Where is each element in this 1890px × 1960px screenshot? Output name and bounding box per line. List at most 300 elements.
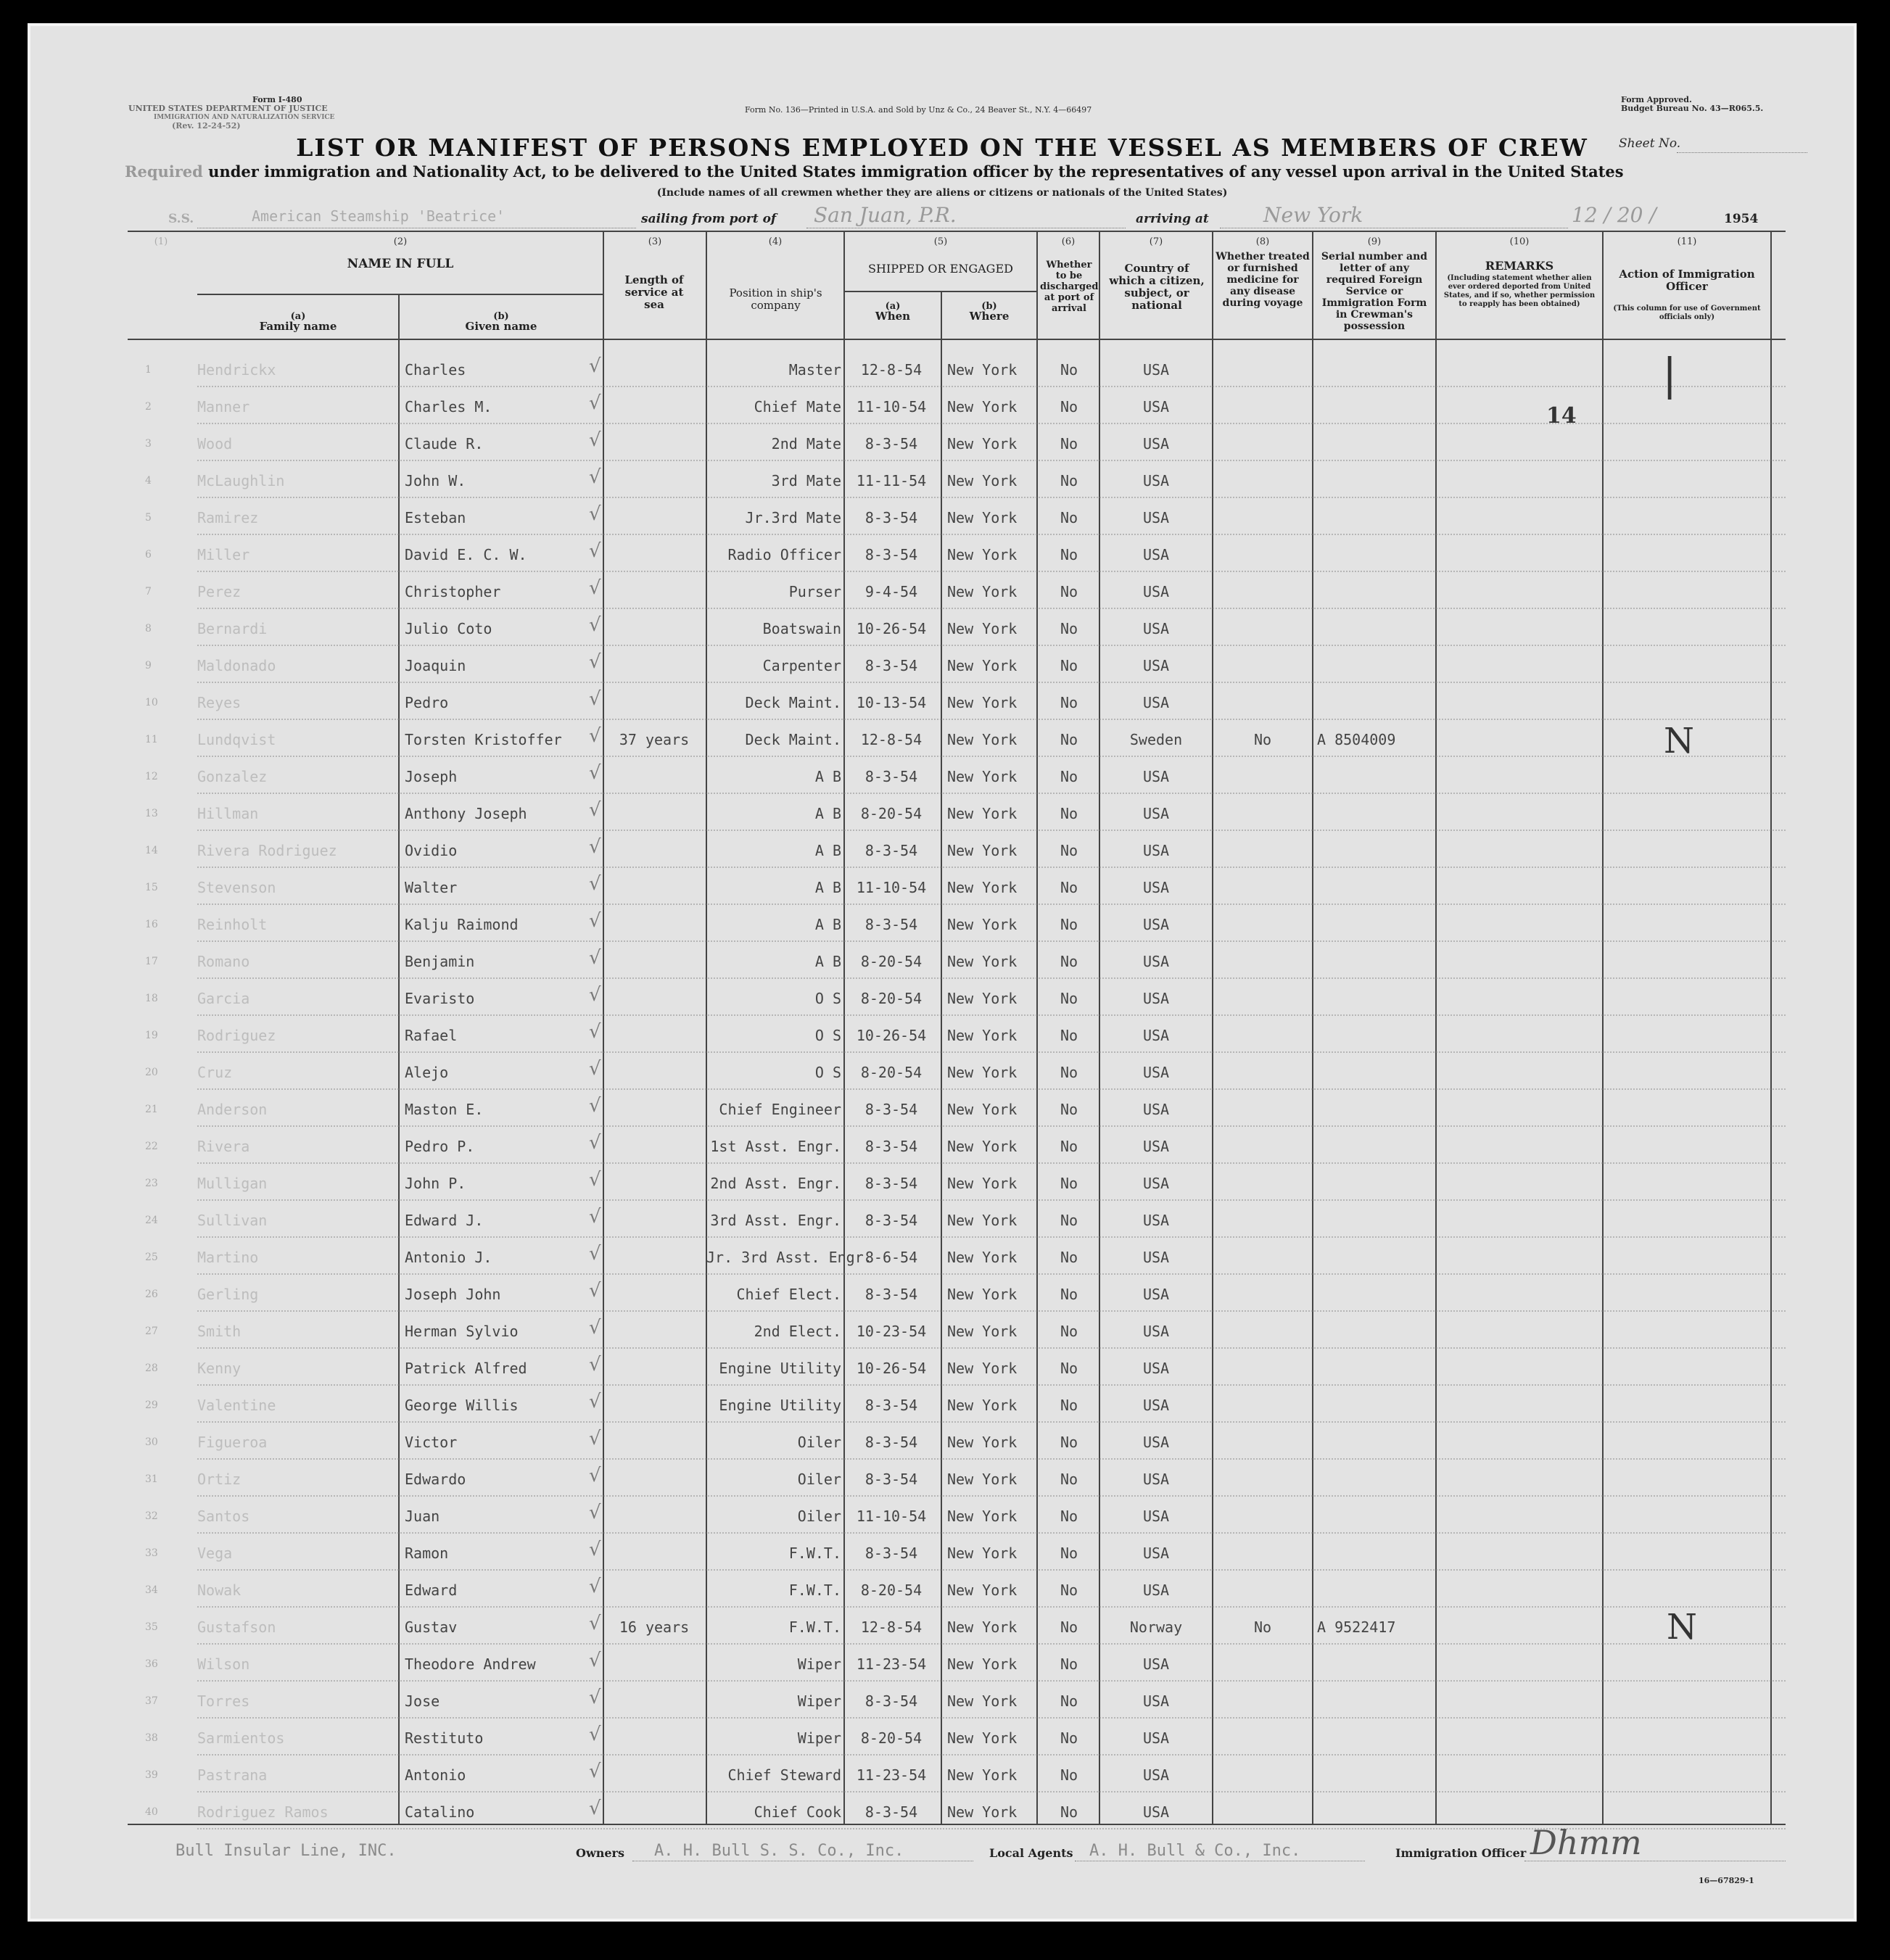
col-num-5: (5): [933, 236, 948, 247]
agents-label: Local Agents: [989, 1846, 1073, 1860]
officer-signature: Dhmm: [1530, 1823, 1642, 1862]
position: Oiler: [797, 1434, 841, 1451]
family-name: Maldonado: [197, 657, 276, 674]
col-family-name: Family name: [259, 320, 337, 333]
given-name: Gustav: [405, 1618, 458, 1636]
col-num-10: (10): [1509, 236, 1530, 247]
shipped-where: New York: [947, 1618, 1018, 1636]
row-number: 1: [145, 364, 152, 376]
given-name: Edwardo: [405, 1471, 466, 1488]
family-name: Rivera Rodriguez: [197, 842, 337, 859]
service: IMMIGRATION AND NATURALIZATION SERVICE: [154, 114, 335, 121]
discharged: No: [1060, 1803, 1078, 1821]
table-row: [30, 1499, 1860, 1536]
shipped-where: New York: [947, 1766, 1018, 1784]
country: USA: [1142, 620, 1170, 637]
position: Deck Maint.: [745, 731, 841, 748]
country: USA: [1142, 1101, 1170, 1118]
country: USA: [1142, 657, 1170, 674]
table-row: [30, 611, 1860, 648]
shipped-where: New York: [947, 1286, 1018, 1303]
family-name: Smith: [197, 1323, 242, 1340]
check-mark-icon: √: [589, 466, 601, 488]
table-row: [30, 1277, 1860, 1314]
discharged: No: [1060, 805, 1078, 822]
given-name: Patrick Alfred: [405, 1360, 527, 1377]
shipped-when: 10-23-54: [856, 1323, 927, 1340]
col-num-9: (9): [1367, 236, 1382, 247]
table-row: [30, 1092, 1860, 1129]
family-name: Ramirez: [197, 509, 259, 526]
shipped-where: New York: [947, 472, 1018, 489]
given-name: Ovidio: [405, 842, 458, 859]
row-number: 7: [145, 586, 152, 597]
family-name: Bernardi: [197, 620, 268, 637]
position: A B: [814, 916, 841, 933]
shipped-when: 11-23-54: [856, 1766, 927, 1784]
check-mark-icon: √: [589, 429, 601, 451]
discharged: No: [1060, 435, 1078, 452]
row-number: 2: [145, 401, 152, 413]
family-name: Hillman: [197, 805, 259, 822]
table-row: [30, 1647, 1860, 1684]
position: Oiler: [797, 1471, 841, 1488]
row-number: 27: [145, 1326, 158, 1337]
table-row: [30, 500, 1860, 537]
position: Engine Utility: [719, 1360, 841, 1377]
remarks-mark: 14: [1546, 403, 1577, 429]
given-name: Juan: [405, 1508, 440, 1525]
table-row: [30, 1610, 1860, 1647]
col-num-7: (7): [1149, 236, 1163, 247]
position: Chief Cook: [754, 1803, 841, 1821]
country: USA: [1142, 1286, 1170, 1303]
col-remarks: REMARKS: [1485, 259, 1554, 273]
given-name: Evaristo: [405, 990, 475, 1007]
shipped-where: New York: [947, 1212, 1018, 1229]
country: USA: [1142, 1545, 1170, 1562]
given-name: Pedro: [405, 694, 449, 711]
position: Wiper: [797, 1655, 841, 1673]
country: USA: [1142, 1729, 1170, 1747]
country: USA: [1142, 1508, 1170, 1525]
discharged: No: [1060, 1434, 1078, 1451]
table-row: [30, 1166, 1860, 1203]
printer-note: Form No. 136—Printed in U.S.A. and Sold by Unz & Co., 24 Beaver St., N.Y. 4—66497: [745, 105, 1092, 115]
company-name: Bull Insular Line, INC.: [176, 1842, 397, 1860]
given-name: Jose: [405, 1692, 440, 1710]
shipped-when: 8-3-54: [864, 916, 918, 933]
shipped-when: 8-3-54: [864, 1692, 918, 1710]
shipped-where: New York: [947, 731, 1018, 748]
shipped-where: New York: [947, 990, 1018, 1007]
check-mark-icon: √: [589, 873, 601, 895]
shipped-where: New York: [947, 1101, 1018, 1118]
discharged: No: [1060, 1175, 1078, 1192]
family-name: Lundqvist: [197, 731, 276, 748]
row-number: 13: [145, 808, 158, 819]
family-name: Miller: [197, 546, 250, 563]
col-discharged: Whether to be discharged at port of arrival: [1040, 260, 1099, 314]
col-action-note: (This column for use of Government officials only): [1613, 305, 1761, 321]
family-name: Sullivan: [197, 1212, 268, 1229]
position: A B: [814, 805, 841, 822]
col-remarks-note: (Including statement whether alien ever ordered deported from United States, and if so, whether permission to reapply has been obtained): [1443, 274, 1596, 308]
discharged: No: [1060, 657, 1078, 674]
col-num-11: (11): [1677, 236, 1697, 247]
form-code: 16—67829-1: [1699, 1876, 1754, 1885]
check-mark-icon: √: [589, 762, 601, 784]
country: USA: [1142, 1249, 1170, 1266]
discharged: No: [1060, 1545, 1078, 1562]
country: USA: [1142, 1212, 1170, 1229]
col-num-1: (1): [154, 236, 168, 247]
shipped-when: 8-3-54: [864, 435, 918, 452]
include-note: (Include names of all crewmen whether they are aliens or citizens or nationals of the United States): [656, 187, 1228, 199]
shipped-when: 8-3-54: [864, 1434, 918, 1451]
check-mark-icon: √: [589, 503, 601, 525]
arriving-port: New York: [1263, 203, 1363, 227]
discharged: No: [1060, 768, 1078, 785]
discharged: No: [1060, 398, 1078, 415]
given-name: Pedro P.: [405, 1138, 475, 1155]
table-row: [30, 833, 1860, 870]
family-name: Santos: [197, 1508, 250, 1525]
position: A B: [814, 842, 841, 859]
check-mark-icon: √: [589, 651, 601, 673]
discharged: No: [1060, 731, 1078, 748]
shipped-when: 10-13-54: [856, 694, 927, 711]
check-mark-icon: √: [589, 392, 601, 414]
shipped-when: 8-3-54: [864, 842, 918, 859]
shipped-where: New York: [947, 1471, 1018, 1488]
position: Chief Elect.: [736, 1286, 841, 1303]
form-approved: Form Approved.: [1621, 95, 1692, 104]
row-number: 6: [145, 549, 152, 561]
row-number: 8: [145, 623, 152, 634]
shipped-where: New York: [947, 1360, 1018, 1377]
family-name: Gustafson: [197, 1618, 276, 1636]
shipped-when: 10-26-54: [856, 1360, 927, 1377]
country: USA: [1142, 509, 1170, 526]
family-name: Mulligan: [197, 1175, 268, 1192]
shipped-when: 10-26-54: [856, 1027, 927, 1044]
discharged: No: [1060, 694, 1078, 711]
discharged: No: [1060, 509, 1078, 526]
family-name: Rodriguez Ramos: [197, 1803, 329, 1821]
col-shipped: SHIPPED OR ENGAGED: [868, 262, 1013, 276]
position: 2nd Asst. Engr.: [710, 1175, 841, 1192]
position: Master: [788, 361, 841, 379]
table-row: [30, 722, 1860, 759]
col-given-name: Given name: [465, 320, 537, 333]
shipped-where: New York: [947, 953, 1018, 970]
check-mark-icon: √: [589, 1354, 601, 1376]
position: F.W.T.: [788, 1545, 841, 1562]
shipped-when: 8-3-54: [864, 509, 918, 526]
country: USA: [1142, 1803, 1170, 1821]
check-mark-icon: √: [589, 1724, 601, 1745]
shipped-where: New York: [947, 1655, 1018, 1673]
check-mark-icon: √: [589, 1502, 601, 1523]
length-of-service: 37 years: [619, 731, 690, 748]
given-name: Joaquin: [405, 657, 466, 674]
form-label: Form I-480: [252, 95, 302, 104]
shipped-where: New York: [947, 657, 1018, 674]
family-name: Gerling: [197, 1286, 259, 1303]
given-name: Joseph John: [405, 1286, 501, 1303]
owners: A. H. Bull S. S. Co., Inc.: [654, 1842, 904, 1860]
discharged: No: [1060, 361, 1078, 379]
serial-number: A 8504009: [1317, 731, 1396, 748]
check-mark-icon: √: [589, 1058, 601, 1080]
position: Deck Maint.: [745, 694, 841, 711]
given-name: Charles: [405, 361, 466, 379]
shipped-where: New York: [947, 398, 1018, 415]
country: USA: [1142, 879, 1170, 896]
family-name: Gonzalez: [197, 768, 268, 785]
check-mark-icon: √: [589, 688, 601, 710]
row-number: 19: [145, 1030, 158, 1041]
table-row: [30, 1351, 1860, 1388]
revision: (Rev. 12-24-52): [172, 121, 241, 131]
shipped-when: 11-10-54: [856, 398, 927, 415]
sheet-label: Sheet No.: [1619, 136, 1681, 151]
row-number: 17: [145, 956, 158, 967]
row-number: 23: [145, 1178, 158, 1189]
check-mark-icon: √: [589, 1243, 601, 1265]
shipped-when: 12-8-54: [860, 731, 923, 748]
table-row: [30, 426, 1860, 463]
col-serial: Serial number and letter of any required Foreign Service or Immigration Form in Crewman's possession: [1321, 251, 1428, 332]
col-medicine: Whether treated or furnished medicine for any disease during voyage: [1216, 251, 1310, 309]
position: 3rd Asst. Engr.: [710, 1212, 841, 1229]
shipped-where: New York: [947, 1508, 1018, 1525]
action-mark-2: N: [1664, 721, 1694, 761]
arrival-date: 12 / 20 /: [1572, 203, 1656, 227]
discharged: No: [1060, 1766, 1078, 1784]
required-body: under immigration and Nationality Act, to be delivered to the United States immigration officer by the representatives of any vessel upon arrival in the United States: [202, 162, 1624, 181]
check-mark-icon: √: [589, 1539, 601, 1560]
row-number: 16: [145, 919, 158, 930]
family-name: Reyes: [197, 694, 242, 711]
shipped-where: New York: [947, 1397, 1018, 1414]
given-name: Edward: [405, 1581, 458, 1599]
row-number: 36: [145, 1658, 158, 1670]
shipped-where: New York: [947, 1064, 1018, 1081]
check-mark-icon: √: [589, 1576, 601, 1597]
position: Chief Engineer: [719, 1101, 841, 1118]
col-family-a: (a): [290, 311, 306, 322]
check-mark-icon: √: [589, 1132, 601, 1154]
country: USA: [1142, 1766, 1170, 1784]
check-mark-icon: √: [589, 1650, 601, 1671]
shipped-when: 8-3-54: [864, 1101, 918, 1118]
col-num-3: (3): [648, 236, 662, 247]
shipped-where: New York: [947, 1803, 1018, 1821]
country: Norway: [1129, 1618, 1183, 1636]
discharged: No: [1060, 620, 1078, 637]
check-mark-icon: √: [589, 577, 601, 599]
given-name: Antonio: [405, 1766, 466, 1784]
discharged: No: [1060, 1064, 1078, 1081]
col-country: Country of which a citizen, subject, or national: [1109, 262, 1205, 312]
row-number: 28: [145, 1363, 158, 1374]
row-number: 15: [145, 882, 158, 893]
row-number: 37: [145, 1695, 158, 1707]
shipped-where: New York: [947, 842, 1018, 859]
given-name: Restituto: [405, 1729, 484, 1747]
discharged: No: [1060, 1101, 1078, 1118]
country: Sweden: [1129, 731, 1183, 748]
given-name: Kalju Raimond: [405, 916, 519, 933]
row-number: 34: [145, 1584, 158, 1596]
given-name: Julio Coto: [405, 620, 492, 637]
table-row: [30, 796, 1860, 833]
given-name: Walter: [405, 879, 458, 896]
row-number: 10: [145, 697, 158, 708]
shipped-when: 12-8-54: [860, 361, 923, 379]
required-prefix: Required: [125, 162, 203, 181]
voyage-row: [30, 203, 1860, 232]
owners-label: Owners: [576, 1846, 624, 1860]
family-name: Rodriguez: [197, 1027, 276, 1044]
length-of-service: 16 years: [619, 1618, 690, 1636]
country: USA: [1142, 1175, 1170, 1192]
table-row: [30, 1018, 1860, 1055]
family-name: Martino: [197, 1249, 259, 1266]
shipped-when: 11-23-54: [856, 1655, 927, 1673]
family-name: Garcia: [197, 990, 250, 1007]
medicine: No: [1253, 731, 1272, 748]
shipped-when: 10-26-54: [856, 620, 927, 637]
position: A B: [814, 879, 841, 896]
shipped-where: New York: [947, 1692, 1018, 1710]
shipped-when: 11-10-54: [856, 1508, 927, 1525]
check-mark-icon: √: [589, 1613, 601, 1634]
shipped-when: 8-20-54: [860, 953, 923, 970]
shipped-when: 8-3-54: [864, 1803, 918, 1821]
family-name: Hendrickx: [197, 361, 276, 379]
row-number: 21: [145, 1104, 158, 1115]
shipped-when: 9-4-54: [864, 583, 918, 600]
table-row: [30, 648, 1860, 685]
country: USA: [1142, 1471, 1170, 1488]
position: Chief Mate: [754, 398, 841, 415]
discharged: No: [1060, 1397, 1078, 1414]
shipped-when: 8-3-54: [864, 1397, 918, 1414]
position: F.W.T.: [788, 1618, 841, 1636]
check-mark-icon: √: [589, 836, 601, 858]
table-row: [30, 463, 1860, 500]
check-mark-icon: √: [589, 910, 601, 932]
table-row: [30, 759, 1860, 796]
arriving-label: arriving at: [1136, 212, 1209, 226]
row-number: 12: [145, 771, 158, 782]
col-where-b: (b): [981, 301, 997, 312]
shipped-where: New York: [947, 1138, 1018, 1155]
family-name: Nowak: [197, 1581, 242, 1599]
col-where: Where: [969, 310, 1010, 323]
check-mark-icon: √: [589, 1280, 601, 1302]
shipped-when: 12-8-54: [860, 1618, 923, 1636]
check-mark-icon: √: [589, 1798, 601, 1819]
given-name: Joseph: [405, 768, 458, 785]
discharged: No: [1060, 1249, 1078, 1266]
shipped-when: 8-3-54: [864, 657, 918, 674]
shipped-where: New York: [947, 509, 1018, 526]
given-name: Anthony Joseph: [405, 805, 527, 822]
required-text: [125, 162, 1624, 181]
shipped-when: 8-3-54: [864, 1471, 918, 1488]
table-row: [30, 944, 1860, 981]
row-number: 24: [145, 1215, 158, 1226]
table-row: [30, 352, 1860, 389]
position: Purser: [788, 583, 841, 600]
family-name: Wood: [197, 435, 233, 452]
position: O S: [814, 990, 841, 1007]
discharged: No: [1060, 1286, 1078, 1303]
table-row: [30, 574, 1860, 611]
discharged: No: [1060, 1027, 1078, 1044]
table-row: [30, 1684, 1860, 1721]
table-row: [30, 1055, 1860, 1092]
table-row: [30, 907, 1860, 944]
col-when: When: [875, 310, 911, 323]
table-row: [30, 1203, 1860, 1240]
given-name: Benjamin: [405, 953, 475, 970]
discharged: No: [1060, 990, 1078, 1007]
position: Chief Steward: [727, 1766, 841, 1784]
shipped-where: New York: [947, 694, 1018, 711]
given-name: Alejo: [405, 1064, 449, 1081]
medicine: No: [1253, 1618, 1272, 1636]
table-row: [30, 1314, 1860, 1351]
country: USA: [1142, 361, 1170, 379]
table-row: [30, 685, 1860, 722]
position: O S: [814, 1064, 841, 1081]
country: USA: [1142, 916, 1170, 933]
position: F.W.T.: [788, 1581, 841, 1599]
given-name: John P.: [405, 1175, 466, 1192]
shipped-when: 8-3-54: [864, 1545, 918, 1562]
check-mark-icon: √: [589, 984, 601, 1006]
position: 2nd Mate: [771, 435, 841, 452]
check-mark-icon: √: [589, 725, 601, 747]
family-name: Romano: [197, 953, 250, 970]
row-number: 18: [145, 993, 158, 1004]
row-number: 26: [145, 1289, 158, 1300]
check-mark-icon: √: [589, 1206, 601, 1228]
sailing-label: sailing from port of: [641, 212, 777, 226]
shipped-when: 11-11-54: [856, 472, 927, 489]
col-num-4: (4): [768, 236, 783, 247]
country: USA: [1142, 1027, 1170, 1044]
sailing-port: San Juan, P.R.: [814, 203, 957, 227]
family-name: Wilson: [197, 1655, 250, 1673]
given-name: Charles M.: [405, 398, 492, 415]
discharged: No: [1060, 1471, 1078, 1488]
family-name: Rivera: [197, 1138, 250, 1155]
family-name: Perez: [197, 583, 242, 600]
check-mark-icon: √: [589, 1391, 601, 1413]
check-mark-icon: √: [589, 799, 601, 821]
check-mark-icon: √: [589, 355, 601, 377]
row-number: 31: [145, 1473, 158, 1485]
check-mark-icon: √: [589, 1761, 601, 1782]
shipped-when: 8-3-54: [864, 768, 918, 785]
shipped-where: New York: [947, 1323, 1018, 1340]
